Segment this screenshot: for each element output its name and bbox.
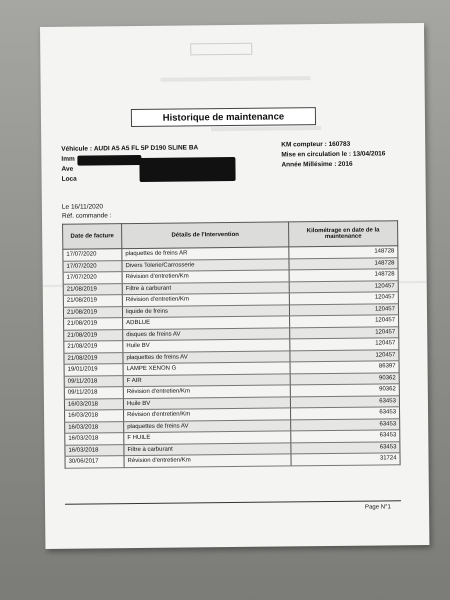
cell-km: 120457 bbox=[290, 338, 399, 351]
cell-km: 63453 bbox=[290, 395, 399, 408]
annee-millesime: Année Millésime : 2016 bbox=[281, 160, 353, 169]
header-km: Kilométrage en date de la maintenance bbox=[289, 221, 398, 247]
cell-km: 90362 bbox=[290, 372, 399, 385]
vehicle-line bbox=[61, 143, 198, 154]
table-row bbox=[65, 453, 400, 468]
cell-detail: F HUILE bbox=[124, 431, 291, 444]
page-number: Page N°1 bbox=[365, 504, 391, 511]
cell-km: 148728 bbox=[289, 257, 398, 270]
cell-km: 63453 bbox=[291, 407, 400, 420]
cell-date: 16/03/2018 bbox=[65, 410, 124, 422]
cell-detail: plaquettes de freins AR bbox=[122, 247, 289, 260]
header-date: Date de facture bbox=[63, 224, 122, 250]
cell-date: 21/08/2019 bbox=[64, 329, 123, 341]
cell-date: 17/07/2020 bbox=[63, 260, 122, 272]
cell-km: 31724 bbox=[291, 453, 400, 466]
km-info bbox=[281, 139, 385, 170]
cell-detail: LAMPE XENON G bbox=[123, 362, 290, 375]
cell-km: 86397 bbox=[290, 361, 399, 374]
cell-date: 09/11/2018 bbox=[64, 375, 123, 387]
cell-date: 21/08/2019 bbox=[63, 295, 122, 307]
document-page bbox=[40, 23, 429, 549]
maintenance-table bbox=[62, 220, 401, 468]
mise-en-circulation: Mise en circulation le : 13/04/2016 bbox=[281, 150, 386, 159]
cell-detail: Révision d'entretien/Km bbox=[122, 270, 289, 283]
cell-date: 16/03/2018 bbox=[65, 421, 124, 433]
bleed-through-text bbox=[211, 126, 321, 131]
cell-detail: F AIR bbox=[123, 373, 290, 386]
cell-date: 21/08/2019 bbox=[63, 306, 122, 318]
redaction-bar bbox=[139, 157, 235, 182]
cell-km: 120457 bbox=[290, 315, 399, 328]
document-date: Le 16/11/2020 bbox=[61, 203, 104, 211]
cell-date: 17/07/2020 bbox=[63, 249, 122, 261]
cell-detail: plaquettes de freins AV bbox=[124, 419, 291, 432]
footer-divider bbox=[65, 500, 401, 504]
km-compteur: KM compteur : 160783 bbox=[281, 140, 351, 149]
date-block bbox=[62, 202, 112, 221]
reference-commande: Réf. commande : bbox=[61, 212, 112, 220]
cell-detail: Huile BV bbox=[123, 396, 290, 409]
cell-date: 19/01/2019 bbox=[64, 364, 123, 376]
cell-detail: plaquettes de freins AV bbox=[123, 350, 290, 363]
cell-date: 17/07/2020 bbox=[63, 272, 122, 284]
cell-date: 21/08/2019 bbox=[64, 341, 123, 353]
cell-km: 148728 bbox=[289, 269, 398, 282]
bleed-through-text bbox=[161, 76, 311, 82]
cell-detail: Révision d'entretien/Km bbox=[122, 293, 289, 306]
cell-detail: Filtre à carburant bbox=[124, 442, 291, 455]
avenue-label: Ave bbox=[61, 165, 74, 173]
cell-date: 30/06/2017 bbox=[65, 456, 124, 468]
vehicle-model: AUDI A5 A5 FL 5P D190 SLINE BA bbox=[93, 144, 199, 153]
header-detail: Détails de l'Intervention bbox=[122, 222, 289, 249]
cell-date: 09/11/2018 bbox=[64, 387, 123, 399]
cell-km: 90362 bbox=[290, 384, 399, 397]
local-label: Loca bbox=[61, 175, 77, 183]
cell-km: 148728 bbox=[289, 246, 398, 259]
table-header-row bbox=[63, 221, 398, 250]
cell-km: 63453 bbox=[291, 441, 400, 454]
document-title-text: Historique de maintenance bbox=[162, 110, 285, 124]
cell-detail: ADBLUE bbox=[123, 316, 290, 329]
cell-date: 16/03/2018 bbox=[64, 398, 123, 410]
cell-detail: Révision d'entretien/Km bbox=[124, 408, 291, 421]
cell-detail: Huile BV bbox=[123, 339, 290, 352]
cell-detail: Révision d'entretien/Km bbox=[124, 454, 291, 467]
document-title bbox=[131, 107, 316, 127]
immat-label: Imm bbox=[61, 155, 75, 163]
redaction-bar bbox=[77, 155, 141, 166]
cell-date: 16/03/2018 bbox=[65, 444, 124, 456]
cell-km: 120457 bbox=[290, 326, 399, 339]
cell-km: 63453 bbox=[291, 430, 400, 443]
cell-date: 21/08/2019 bbox=[64, 318, 123, 330]
cell-detail: Révision d'entretien/Km bbox=[123, 385, 290, 398]
vehicle-label: Véhicule : bbox=[61, 145, 93, 153]
cell-date: 21/08/2019 bbox=[64, 352, 123, 364]
cell-km: 120457 bbox=[290, 349, 399, 362]
cell-detail: disques de freins AV bbox=[123, 327, 290, 340]
cell-km: 120457 bbox=[289, 280, 398, 293]
cell-km: 120457 bbox=[289, 303, 398, 316]
maintenance-table-body bbox=[63, 246, 400, 468]
bleed-through-logo bbox=[190, 43, 252, 56]
cell-date: 21/08/2019 bbox=[63, 283, 122, 295]
cell-detail: Divers Tolerie/Carrosserie bbox=[122, 258, 289, 271]
cell-date: 16/03/2018 bbox=[65, 433, 124, 445]
cell-km: 63453 bbox=[291, 418, 400, 431]
cell-km: 120457 bbox=[289, 292, 398, 305]
cell-detail: Filtre à carburant bbox=[122, 281, 289, 294]
cell-detail: liquide de freins bbox=[122, 304, 289, 317]
